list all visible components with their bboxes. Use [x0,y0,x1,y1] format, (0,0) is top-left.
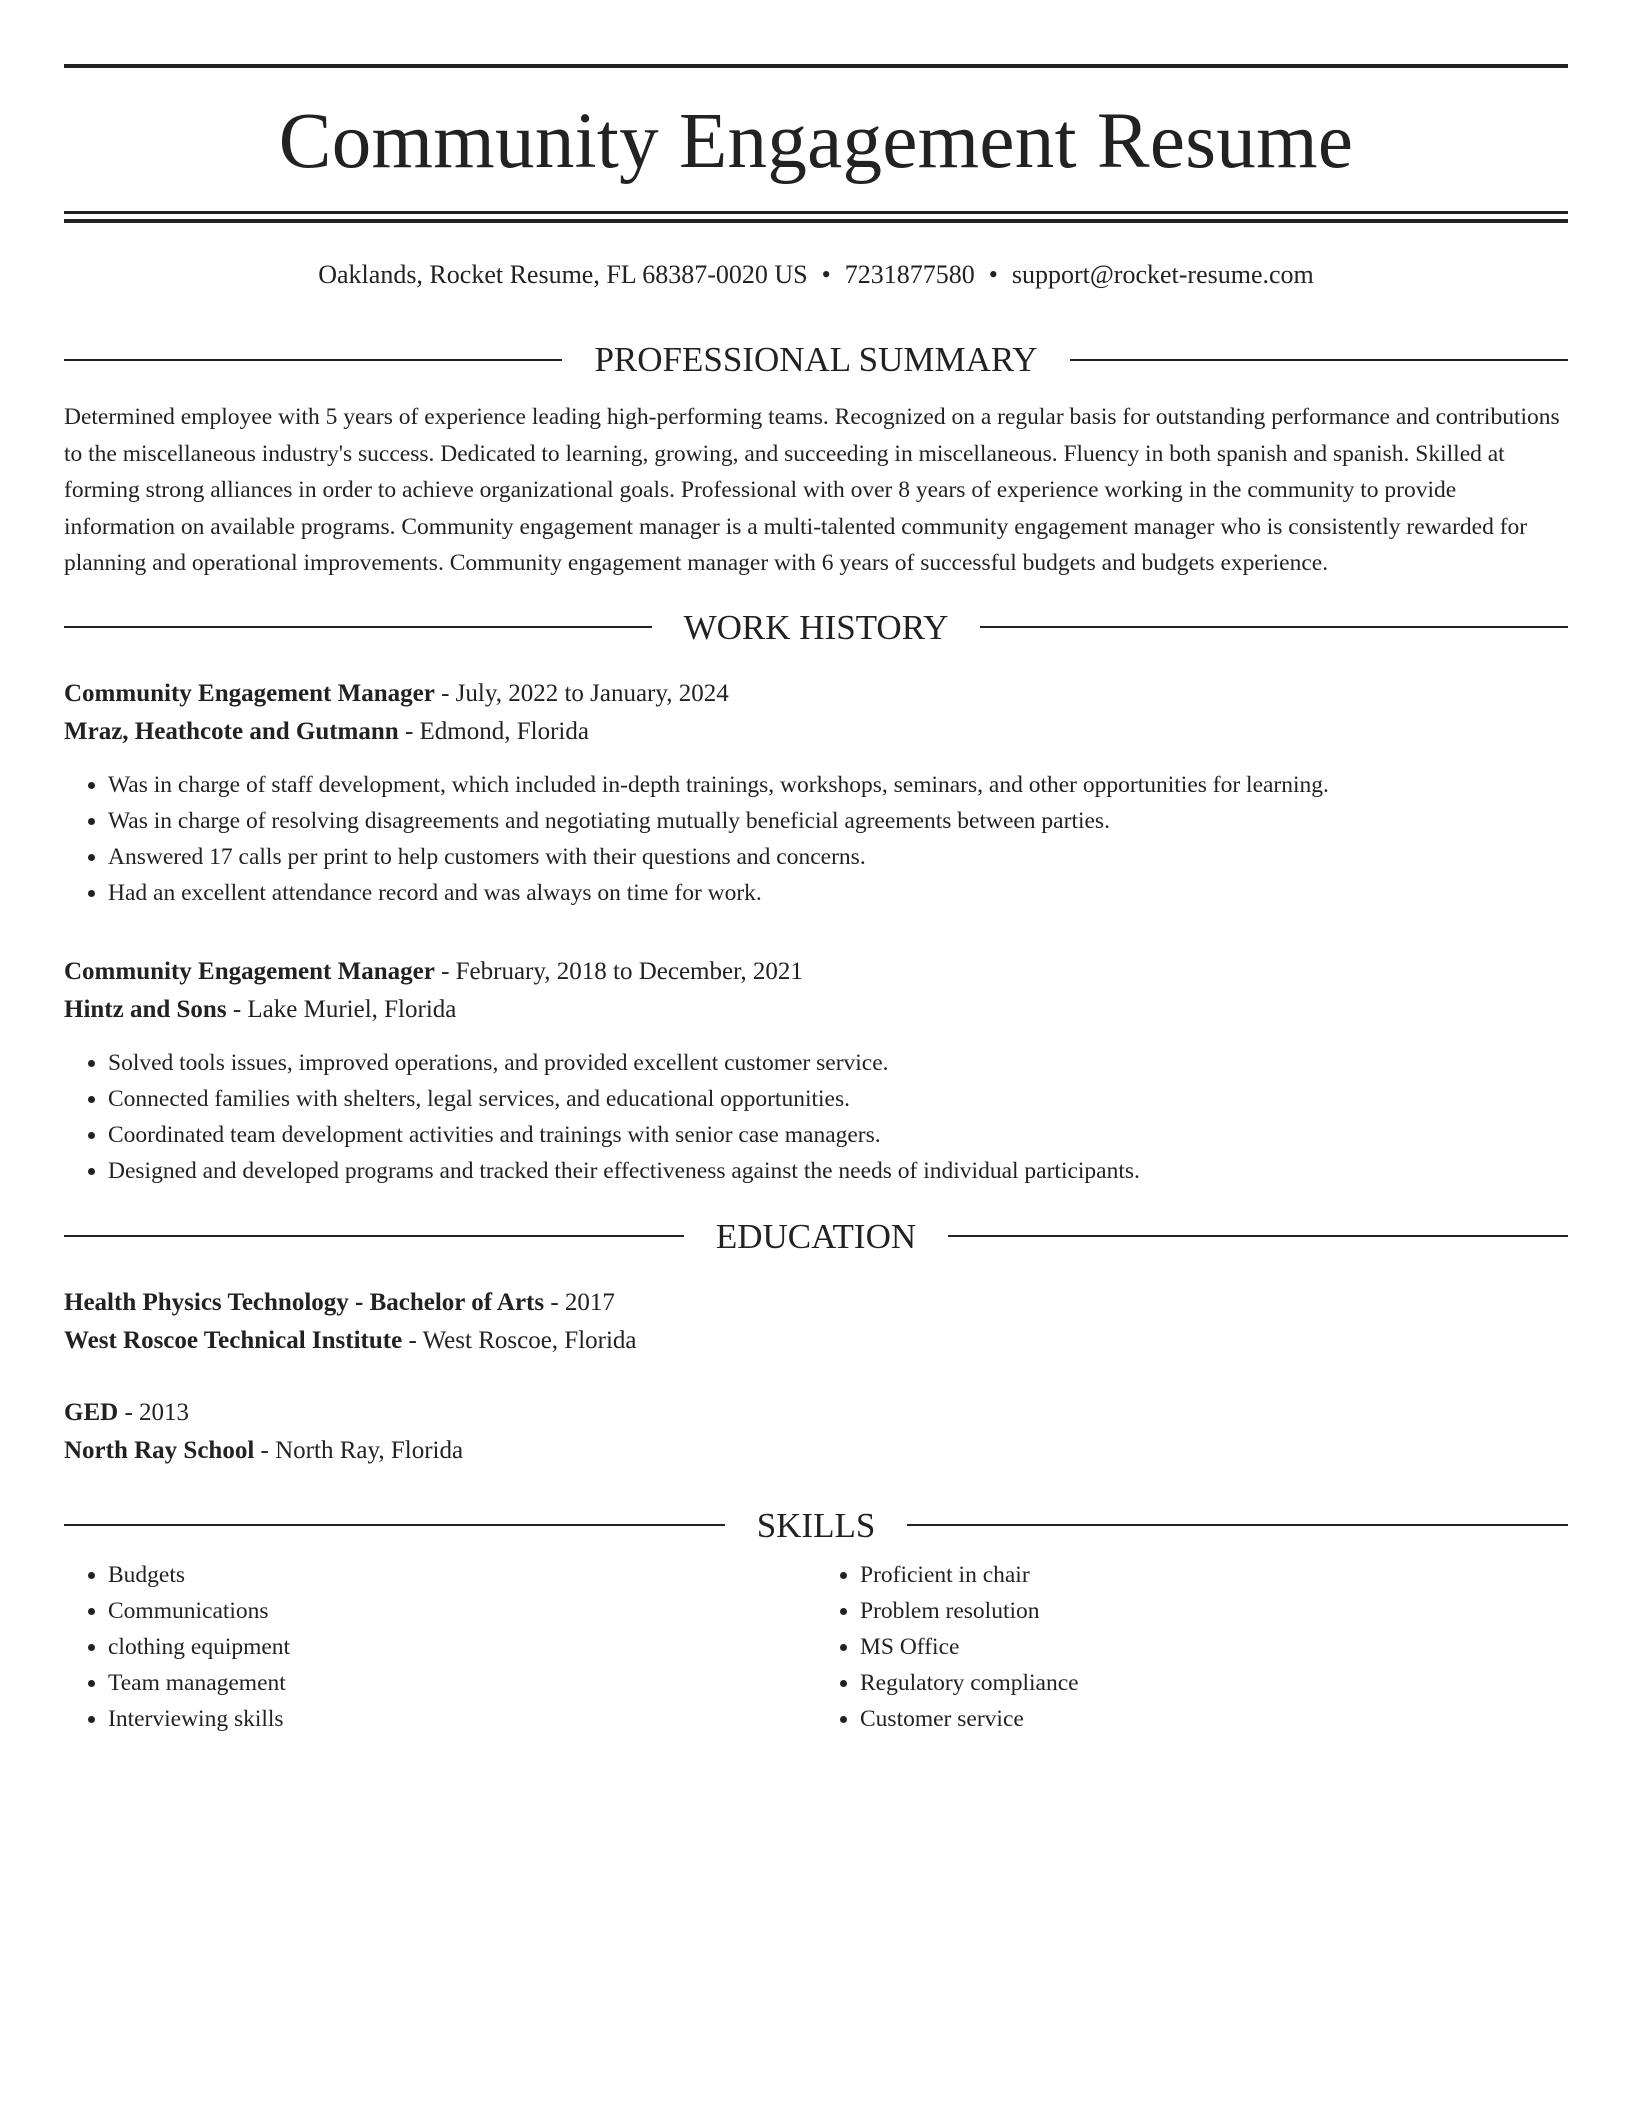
education-heading-label: EDUCATION [715,1216,917,1256]
heading-rule-left [64,1235,684,1237]
education-degree-line [64,1284,1568,1322]
job-dates: - February, 2018 to December, 2021 [434,957,803,985]
skill-item: • Communications [108,1593,816,1629]
education-section-heading [64,1216,1568,1256]
job-location: - Edmond, Florida [398,717,589,745]
skill-item: • MS Office [860,1629,1568,1665]
education-degree: GED [64,1398,119,1426]
skills-list-right [816,1557,1568,1737]
job-company: Hintz and Sons [64,995,227,1023]
job-bullet: • Solved tools issues, improved operations, and provided excellent customer service. [108,1045,1568,1081]
education-school-line [64,1432,1568,1470]
job-bullet: • Designed and developed programs and tracked their effectiveness against the needs of individual participants. [108,1153,1568,1189]
resume-title: Community Engagement Resume [278,98,1354,185]
contact-address: Oaklands, Rocket Resume, FL 68387-0020 US [318,260,808,289]
education-degree-line [64,1394,1568,1432]
education-entry [64,1284,1568,1360]
top-rule [64,64,1568,68]
skills-columns [64,1557,1568,1737]
education-entry [64,1394,1568,1470]
heading-rule-right [948,1235,1568,1237]
education-location: - West Roscoe, Florida [402,1326,637,1354]
education-location: - North Ray, Florida [254,1436,464,1464]
skill-item: • Team management [108,1665,816,1701]
job-bullet: • Coordinated team development activities and trainings with senior case managers. [108,1117,1568,1153]
job-bullet: • Was in charge of staff development, which included in-depth trainings, workshops, seminars, and other opportunities for learning. [108,767,1568,803]
skill-item: • Interviewing skills [108,1701,816,1737]
job-bullet: • Answered 17 calls per print to help customers with their questions and concerns. [108,839,1568,875]
heading-rule-left [64,359,562,361]
job-dates: - July, 2022 to January, 2024 [434,679,729,707]
work-section-heading [64,607,1568,647]
job-bullet: • Had an excellent attendance record and was always on time for work. [108,875,1568,911]
work-heading-label: WORK HISTORY [683,607,949,647]
skill-item: • Budgets [108,1557,816,1593]
job-bullet: • Connected families with shelters, legal services, and educational opportunities. [108,1081,1568,1117]
education-degree: Health Physics Technology - Bachelor of Arts [64,1288,545,1316]
contact-phone: 7231877580 [844,260,975,289]
skill-item: • Regulatory compliance [860,1665,1568,1701]
heading-rule-left [64,1524,725,1526]
job-title: Community Engagement Manager [64,957,435,985]
job-company-line [64,991,1568,1029]
skills-heading-label: SKILLS [756,1505,876,1545]
title-double-rule [64,211,1568,223]
job-title: Community Engagement Manager [64,679,435,707]
heading-rule-right [1070,359,1568,361]
job-bullets [64,1045,1568,1189]
skills-section-heading [64,1505,1568,1545]
skill-item: • Customer service [860,1701,1568,1737]
skills-list-left [64,1557,816,1737]
job-entry [64,953,1568,1189]
summary-text: Determined employee with 5 years of experience leading high-performing teams. Recognized on a regular basis for outstanding performance and contributions to the miscellaneous industry's success. Dedicated to learning, growing, and succeeding in miscellaneous. Fluency in both spanish and spanish. Skilled at forming strong alliances in order to achieve organizational goals. Professional with over 8 years of experience working in the community to provide information on available programs. Community engagement manager is a multi-talented community engagement manager who is consistently rewarded for planning and operational improvements. Community engagement manager with 6 years of successful budgets and budgets experience. [64,404,1560,577]
education-school: North Ray School [64,1436,255,1464]
heading-rule-right [907,1524,1568,1526]
education-year: - 2013 [118,1398,190,1426]
skill-item: • clothing equipment [108,1629,816,1665]
contact-separator: • [988,260,998,289]
job-location: - Lake Muriel, Florida [226,995,457,1023]
job-bullet: • Was in charge of resolving disagreements and negotiating mutually beneficial agreements between parties. [108,803,1568,839]
heading-rule-right [980,626,1568,628]
job-company: Mraz, Heathcote and Gutmann [64,717,399,745]
job-entry [64,675,1568,911]
skill-item: • Proficient in chair [860,1557,1568,1593]
heading-rule-left [64,626,652,628]
job-title-line [64,953,1568,991]
contact-separator: • [821,260,831,289]
education-year: - 2017 [544,1288,615,1316]
education-school: West Roscoe Technical Institute [64,1326,403,1354]
skill-item: • Problem resolution [860,1593,1568,1629]
job-company-line [64,713,1568,751]
education-school-line [64,1322,1568,1360]
job-title-line [64,675,1568,713]
contact-line [64,259,1568,290]
summary-heading-label: PROFESSIONAL SUMMARY [594,340,1038,380]
contact-email: support@rocket-resume.com [1011,260,1314,289]
summary-section-heading [64,340,1568,380]
job-bullets [64,767,1568,911]
